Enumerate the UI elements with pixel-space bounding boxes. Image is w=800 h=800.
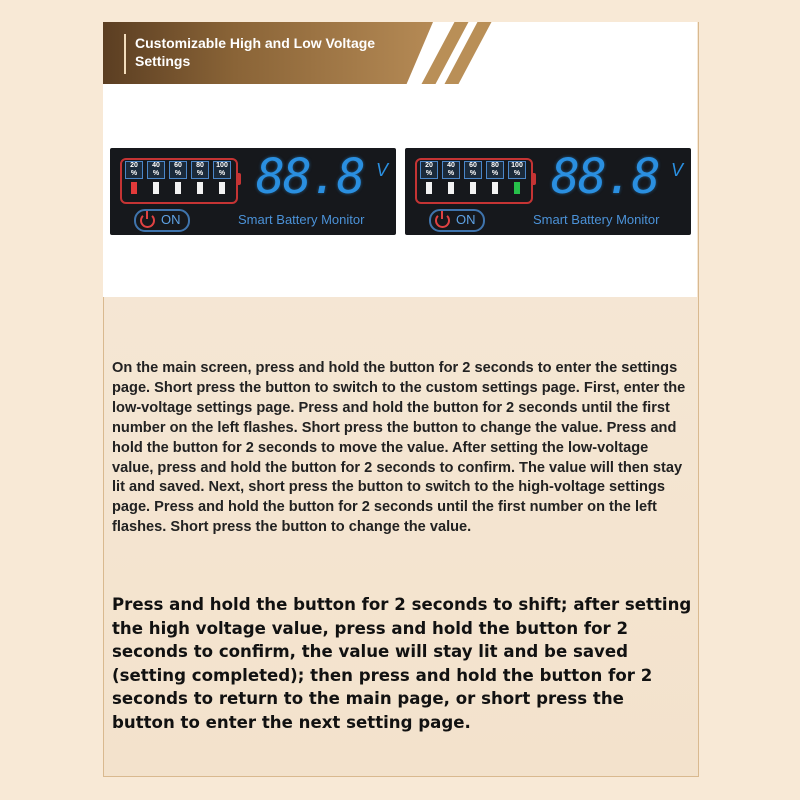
level-bar — [492, 182, 498, 194]
instructions-paragraph-2: Press and hold the button for 2 seconds to shift; after setting the high voltage value, press and hold the button for 2 seconds to confirm, the value will stay lit and be saved (setting completed); then press and hold the button for 2 seconds to return to the main page, or short press the button to enter the next setting page. — [112, 595, 692, 732]
level-cell — [147, 161, 165, 194]
level-bar — [426, 182, 432, 194]
power-button-label: ON — [456, 212, 476, 227]
level-label: 40 % — [147, 161, 165, 179]
level-label: 100 % — [508, 161, 526, 179]
level-label: 40 % — [442, 161, 460, 179]
voltage-unit: V — [671, 160, 684, 180]
voltage-digits: 88.8 — [256, 149, 364, 205]
brand-label: Smart Battery Monitor — [533, 212, 660, 227]
level-bar — [514, 182, 520, 194]
level-label: 20 % — [125, 161, 143, 179]
level-label: 100 % — [213, 161, 231, 179]
voltage-unit: V — [376, 160, 389, 180]
level-label: 80 % — [486, 161, 504, 179]
level-cell — [191, 161, 209, 194]
level-bar — [153, 182, 159, 194]
lcd-display-low — [110, 148, 396, 235]
level-label: 20 % — [420, 161, 438, 179]
level-label: 60 % — [464, 161, 482, 179]
level-label: 60 % — [169, 161, 187, 179]
level-cell — [125, 161, 143, 194]
level-bar — [470, 182, 476, 194]
level-cell — [169, 161, 187, 194]
voltage-digits: 88.8 — [551, 149, 659, 205]
power-button[interactable] — [429, 209, 485, 232]
battery-tip — [237, 173, 241, 185]
level-bar — [175, 182, 181, 194]
lcd-display-high — [405, 148, 691, 235]
level-cell — [464, 161, 482, 194]
level-cell — [442, 161, 460, 194]
level-cell — [486, 161, 504, 194]
brand-label: Smart Battery Monitor — [238, 212, 365, 227]
power-button-label: ON — [161, 212, 181, 227]
power-button[interactable] — [134, 209, 190, 232]
instructions-paragraph-1: On the main screen, press and hold the button for 2 seconds to enter the settings page. Short press the button to switch to the custom settings page. First, enter the low-voltage settings page. Press and hold the button for 2 seconds until the first number on the left flashes. Short press the button to change the value. Press and hold the button for 2 seconds to move the value. After setting the low-voltage value, press and hold the button for 2 seconds to confirm. The value will then stay lit and saved. Next, short press the button to switch to the high-voltage settings page. Press and hold the button for 2 seconds until the first number on the left flashes. Short press the button to change the value. — [112, 360, 686, 536]
level-cell — [213, 161, 231, 194]
power-icon — [435, 213, 450, 228]
battery-tip — [532, 173, 536, 185]
level-bar — [219, 182, 225, 194]
level-cell — [420, 161, 438, 194]
header-title: Customizable High and Low Voltage Settings — [135, 35, 376, 69]
header-accent-bar — [124, 34, 126, 74]
level-bar — [448, 182, 454, 194]
level-cell — [508, 161, 526, 194]
power-icon — [140, 213, 155, 228]
level-label: 80 % — [191, 161, 209, 179]
level-bar — [131, 182, 137, 194]
level-bar — [197, 182, 203, 194]
